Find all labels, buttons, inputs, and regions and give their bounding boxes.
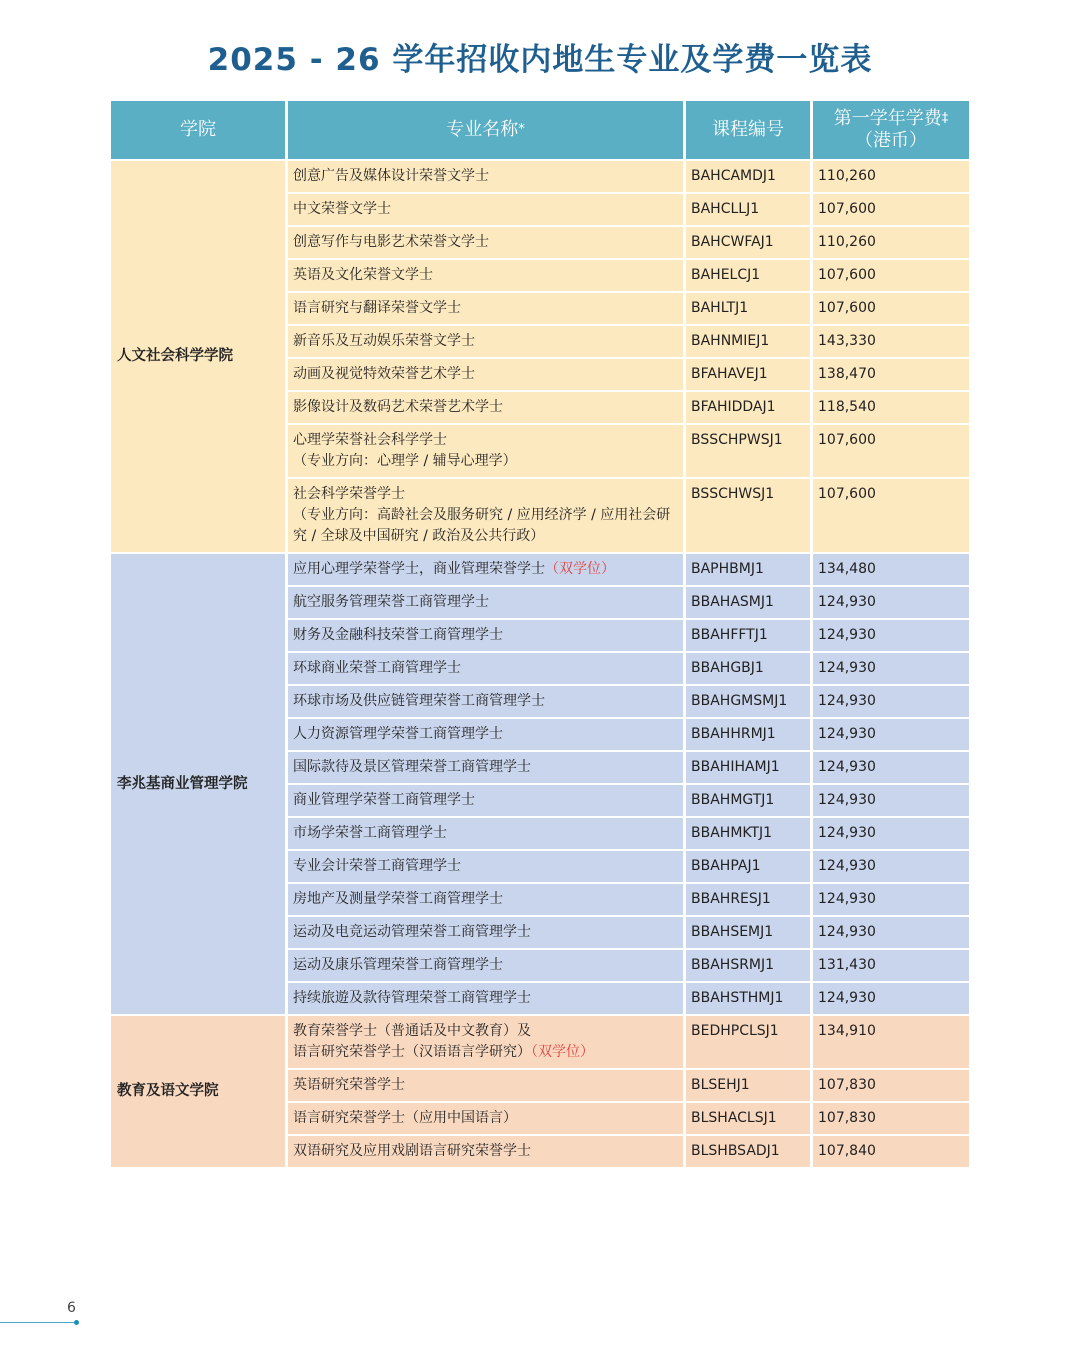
course-code: BBAHMKTJ1 [686, 818, 810, 851]
tuition-fee: 107,600 [813, 194, 969, 227]
program-name: 专业会计荣誉工商管理学士 [293, 858, 461, 874]
tuition-fee: 124,930 [813, 917, 969, 950]
program-name-cell [288, 194, 683, 227]
course-code: BLSHBSADJ1 [686, 1136, 810, 1169]
program-name: 商业管理学荣誉工商管理学士 [293, 792, 475, 808]
program-name: 环球市场及供应链管理荣誉工商管理学士 [293, 693, 545, 709]
program-name: 英语及文化荣誉文学士 [293, 267, 433, 283]
tuition-fee: 124,930 [813, 785, 969, 818]
program-name-cell [288, 479, 683, 554]
program-detail: 语言研究荣誉学士（汉语语言学研究） [293, 1044, 531, 1060]
course-code: BBAHSRMJ1 [686, 950, 810, 983]
table-row [111, 161, 969, 194]
program-name: 环球商业荣誉工商管理学士 [293, 660, 461, 676]
course-code: BLSEHJ1 [686, 1070, 810, 1103]
course-code: BBAHSTHMJ1 [686, 983, 810, 1016]
program-name-cell [288, 293, 683, 326]
program-name: 应用心理学荣誉学士，商业管理荣誉学士 [293, 561, 545, 577]
program-name: 持续旅遊及款待管理荣誉工商管理学士 [293, 990, 531, 1006]
course-code: BBAHRESJ1 [686, 884, 810, 917]
tuition-fee: 107,840 [813, 1136, 969, 1169]
program-name: 人力资源管理学荣誉工商管理学士 [293, 726, 503, 742]
page-number-dot [74, 1320, 79, 1325]
course-code: BAHCLLJ1 [686, 194, 810, 227]
program-name: 社会科学荣誉学士 [293, 486, 405, 502]
tuition-fee: 124,930 [813, 983, 969, 1016]
program-name: 房地产及测量学荣誉工商管理学士 [293, 891, 503, 907]
college-name: 人文社会科学学院 [111, 161, 285, 554]
program-name: 语言研究与翻译荣誉文学士 [293, 300, 461, 316]
program-name: 双语研究及应用戏剧语言研究荣誉学士 [293, 1143, 531, 1159]
program-name-cell [288, 359, 683, 392]
tuition-fee: 124,930 [813, 752, 969, 785]
program-name: 语言研究荣誉学士（应用中国语言） [293, 1110, 517, 1126]
program-detail: （专业方向：心理学 / 辅导心理学） [293, 453, 517, 469]
course-code: BFAHIDDAJ1 [686, 392, 810, 425]
course-code: BAHLTJ1 [686, 293, 810, 326]
tuition-fee: 107,600 [813, 260, 969, 293]
header-college: 学院 [111, 101, 285, 161]
program-name-cell [288, 752, 683, 785]
program-name: 航空服务管理荣誉工商管理学士 [293, 594, 489, 610]
tuition-fee: 124,930 [813, 851, 969, 884]
double-degree-note: （双学位） [531, 1044, 594, 1060]
program-detail: （专业方向：高龄社会及服务研究 / 应用经济学 / 应用社会研究 / 全球及中国研究 / 政治及公共行政） [293, 507, 671, 544]
program-name: 国际款待及景区管理荣誉工商管理学士 [293, 759, 531, 775]
program-name: 动画及视觉特效荣誉艺术学士 [293, 366, 475, 382]
header-program: 专业名称* [288, 101, 683, 161]
tuition-fee: 107,600 [813, 425, 969, 479]
course-code: BSSCHPWSJ1 [686, 425, 810, 479]
tuition-fee: 124,930 [813, 587, 969, 620]
program-name: 心理学荣誉社会科学学士 [293, 432, 447, 448]
program-name-cell [288, 719, 683, 752]
tuition-fee: 107,830 [813, 1070, 969, 1103]
program-name-cell [288, 425, 683, 479]
tuition-fee: 138,470 [813, 359, 969, 392]
table-row [111, 1016, 969, 1070]
program-name-cell [288, 851, 683, 884]
program-name-cell [288, 1070, 683, 1103]
program-name: 创意广告及媒体设计荣誉文学士 [293, 168, 489, 184]
tuition-fee: 124,930 [813, 653, 969, 686]
course-code: BAHCAMDJ1 [686, 161, 810, 194]
program-name: 英语研究荣誉学士 [293, 1077, 405, 1093]
program-name-cell [288, 1016, 683, 1070]
program-name-cell [288, 392, 683, 425]
program-name: 中文荣誉文学士 [293, 201, 391, 217]
fees-table-body [111, 161, 969, 1169]
tuition-fee: 124,930 [813, 686, 969, 719]
program-name-cell [288, 785, 683, 818]
program-name: 创意写作与电影艺术荣誉文学士 [293, 234, 489, 250]
course-code: BBAHMGTJ1 [686, 785, 810, 818]
course-code: BBAHSEMJ1 [686, 917, 810, 950]
program-name: 新音乐及互动娱乐荣誉文学士 [293, 333, 475, 349]
tuition-fee: 118,540 [813, 392, 969, 425]
table-header-row [111, 101, 969, 161]
tuition-fee: 110,260 [813, 227, 969, 260]
course-code: BBAHHRMJ1 [686, 719, 810, 752]
header-fee: 第一学年学费‡ （港币） [813, 101, 969, 161]
program-name-cell [288, 950, 683, 983]
page-number: 6 [67, 1300, 76, 1316]
tuition-fee: 124,930 [813, 818, 969, 851]
double-degree-note: （双学位） [545, 561, 615, 577]
program-name-cell [288, 161, 683, 194]
page-number-rule [0, 1322, 76, 1323]
program-name-cell [288, 686, 683, 719]
course-code: BAPHBMJ1 [686, 554, 810, 587]
course-code: BAHELCJ1 [686, 260, 810, 293]
tuition-fee: 131,430 [813, 950, 969, 983]
fee-footnote-mark: ‡ [941, 111, 949, 126]
header-code: 课程编号 [686, 101, 810, 161]
course-code: BBAHGBJ1 [686, 653, 810, 686]
tuition-fee: 124,930 [813, 884, 969, 917]
tuition-fee: 124,930 [813, 620, 969, 653]
program-name-cell [288, 983, 683, 1016]
program-name: 运动及电竞运动管理荣誉工商管理学士 [293, 924, 531, 940]
course-code: BAHNMIEJ1 [686, 326, 810, 359]
course-code: BAHCWFAJ1 [686, 227, 810, 260]
course-code: BBAHGMSMJ1 [686, 686, 810, 719]
program-name: 市场学荣誉工商管理学士 [293, 825, 447, 841]
program-name: 财务及金融科技荣誉工商管理学士 [293, 627, 503, 643]
course-code: BBAHFFTJ1 [686, 620, 810, 653]
course-code: BEDHPCLSJ1 [686, 1016, 810, 1070]
program-name-cell [288, 1103, 683, 1136]
program-name-cell [288, 620, 683, 653]
fees-table [108, 101, 972, 1169]
college-name: 李兆基商业管理学院 [111, 554, 285, 1016]
tuition-fee: 134,910 [813, 1016, 969, 1070]
tuition-fee: 143,330 [813, 326, 969, 359]
tuition-fee: 124,930 [813, 719, 969, 752]
tuition-fee: 107,600 [813, 293, 969, 326]
course-code: BSSCHWSJ1 [686, 479, 810, 554]
program-name-cell [288, 587, 683, 620]
program-name-cell [288, 917, 683, 950]
tuition-fee: 107,600 [813, 479, 969, 554]
program-name: 教育荣誉学士（普通话及中文教育）及 [293, 1023, 531, 1039]
course-code: BBAHIHAMJ1 [686, 752, 810, 785]
program-name-cell [288, 653, 683, 686]
table-row [111, 554, 969, 587]
course-code: BFAHAVEJ1 [686, 359, 810, 392]
program-name-cell [288, 554, 683, 587]
course-code: BLSHACLSJ1 [686, 1103, 810, 1136]
program-name-cell [288, 818, 683, 851]
program-footnote-mark: * [518, 122, 525, 137]
tuition-fee: 134,480 [813, 554, 969, 587]
program-name-cell [288, 326, 683, 359]
course-code: BBAHASMJ1 [686, 587, 810, 620]
tuition-fee: 110,260 [813, 161, 969, 194]
program-name: 影像设计及数码艺术荣誉艺术学士 [293, 399, 503, 415]
program-name-cell [288, 884, 683, 917]
program-name-cell [288, 1136, 683, 1169]
course-code: BBAHPAJ1 [686, 851, 810, 884]
college-name: 教育及语文学院 [111, 1016, 285, 1169]
page-title: 2025 - 26 学年招收内地生专业及学费一览表 [207, 42, 873, 78]
program-name-cell [288, 260, 683, 293]
tuition-fee: 107,830 [813, 1103, 969, 1136]
program-name-cell [288, 227, 683, 260]
program-name: 运动及康乐管理荣誉工商管理学士 [293, 957, 503, 973]
